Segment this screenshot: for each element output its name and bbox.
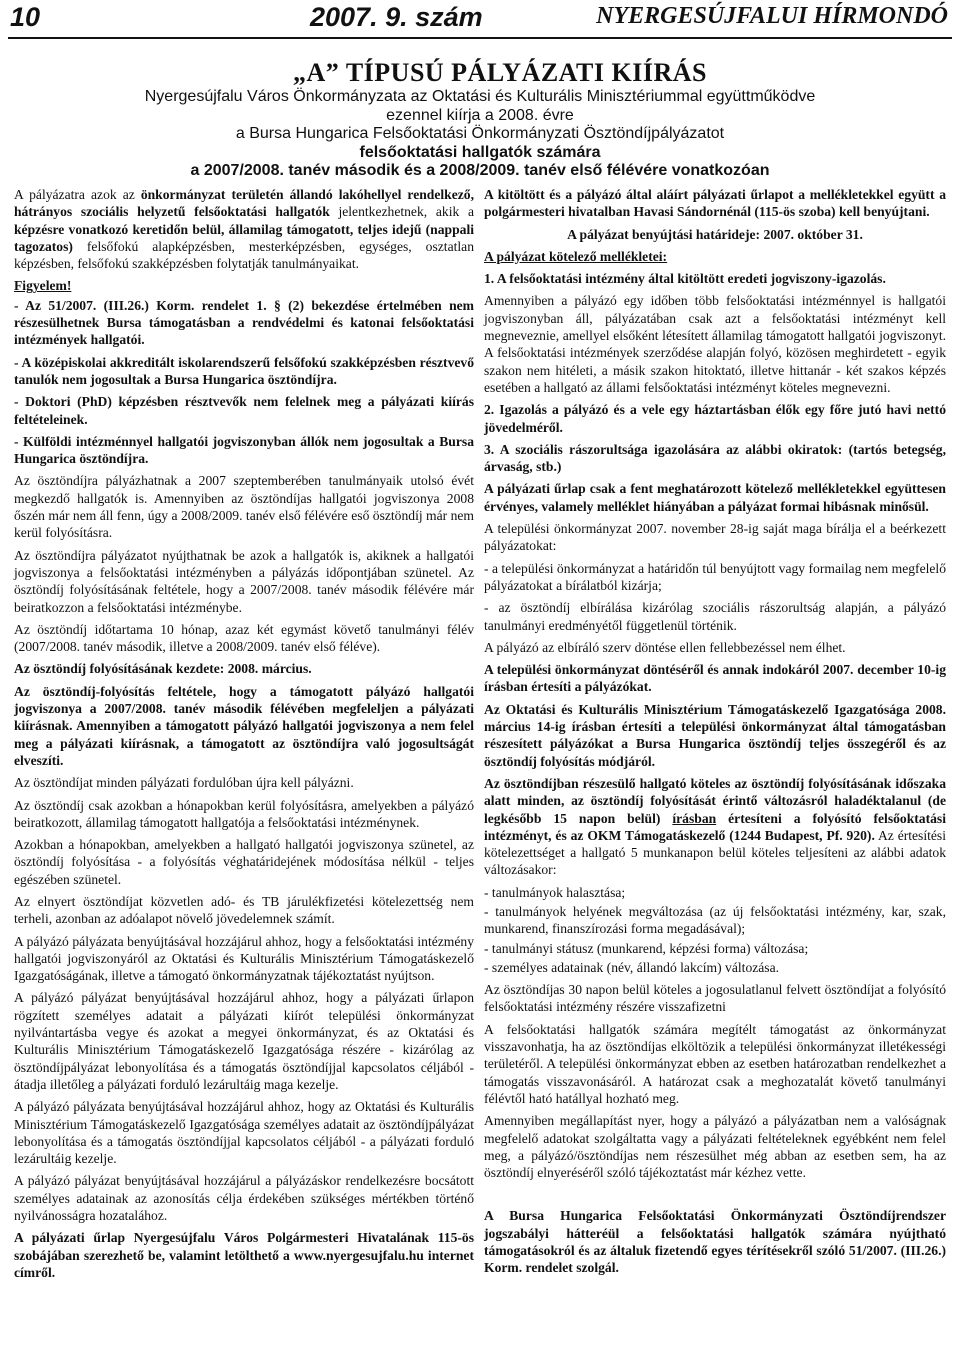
- paragraph: Az Oktatási és Kulturális Minisztérium Támogatáskezelő Igazgatósága 2008. március 14-ig írásban értesíti a települési önkormányzat által támogatásban részesített pályázókat a Bursa Hungarica ösztöndíj teljes összegéről és az ösztöndíj folyósítás módjáról.: [484, 701, 946, 769]
- paragraph: A pályázó pályázata benyújtásával hozzájárul ahhoz, hogy a felsőoktatási intézmény hallgatói jogviszonyáról az Oktatási és Kulturális Minisztérium Támogatáskezelő Igazgatóságának, illetve a támogató önkormányzatnak tájékoztatást nyújtson.: [14, 933, 474, 984]
- list-item: - tanulmányok helyének megváltozása (az új felsőoktatási intézmény, kar, szak, munkarend, finanszírozási forma megadásával);: [484, 903, 946, 937]
- form-availability: A pályázati űrlap Nyergesújfalu Város Polgármesteri Hivatalának 115-ös szobájában szerezhető be, valamint letölthető a www.nyergesujfalu.hu internet címről.: [14, 1230, 474, 1280]
- paragraph: A pályázó pályázat benyújtásával hozzájárul ahhoz, hogy a pályázati űrlapon rögzített személyes adatait a pályázati kiírót települési önkormányzat nyilvántartásba vegye és azokat a megyei önkormányzat, és az Oktatási és Kulturális Minisztérium Támogatáskezelő Igazgatósága részére - kizárólag az ösztöndíjpályázat lebonyolítása és a támogatás ösztöndíjjal kapcsolatos céljából - átadja illetőleg a pályázati forduló lezárultáig maga kezelje.: [14, 990, 474, 1092]
- paragraph: Az ösztöndíjas 30 napon belül köteles a jogosulatlanul felvett ösztöndíjat a folyósító felsőoktatási intézmény részére visszafizetni: [484, 982, 946, 1015]
- list-item: - tanulmányi státusz (munkarend, képzési forma) változása;: [484, 940, 809, 956]
- paragraph: A pályázó pályázata benyújtásával hozzájárul ahhoz, hogy az Oktatási és Kulturális Minisztérium Támogatáskezelő Igazgatósága személyes adatait az ösztöndíjpályázat lebonyolítása és a támogatás ösztöndíjjal kapcsolatos céljából - a pályázati forduló lezárultáig kezelje.: [14, 1099, 474, 1167]
- announcement-heading: [0, 58, 960, 181]
- paragraph: Az ösztöndíj időtartama 10 hónap, azaz két egymást követő tanulmányi félév (2007/2008. tanév második, illetve a 2008/2009. tanév első féléve).: [14, 621, 474, 655]
- paragraph: Az ösztöndíjra pályázhatnak a 2007 szeptemberében tanulmányaik utolsó évét megkezdő hallgatók is. Amennyiben az ösztöndíjas hallgatói jogviszonya 2008 őszén már nem áll fenn, úgy a 2008/2009. tanév első félévére eső ösztöndíj már nem kerül folyósításra.: [14, 473, 474, 541]
- paragraph: [484, 775, 946, 879]
- paragraph: Amennyiben megállapítást nyer, hogy a pályázó a pályázatban nem a valóságnak megfelelő adatokat szolgáltatta vagy a pályázati feltételeknek egyébként nem felel meg, a pályázó/ösztöndíjas nem részesülhet még abban az esetben sem, ha az ösztöndíj elnyeréséről szóló tájékoztatást már kézhez vette.: [484, 1113, 946, 1181]
- title-line-2: ezennel kiírja a 2008. évre: [386, 106, 574, 124]
- title-line-5: a 2007/2008. tanév második és a 2008/2009. tanév első félévére vonatkozóan: [190, 162, 770, 180]
- legal-basis: A Bursa Hungarica Felsőoktatási Önkormányzati Ösztöndíjrendszer jogszabályi hátteréül a felsőoktatási hallgatók számára nyújtható támogatásokról és az általuk fizetendő egyes térítésekről szóló 51/2007. (III.26.) Korm. rendelet szolgál.: [484, 1208, 946, 1276]
- main-title: „A” TÍPUSÚ PÁLYÁZATI KIÍRÁS: [293, 58, 707, 87]
- paragraph: Az elnyert ösztöndíjat közvetlen adó- és TB járulékfizetési kötelezettség nem terheli, azonban az adóalapot növelő jövedelemnek számít.: [14, 893, 474, 927]
- paragraph: Amennyiben a pályázó egy időben több felsőoktatási intézménnyel is hallgatói jogviszonyban áll, pályázatában csak azt a felsőoktatási intézményt kell megneveznie, amellyel elsőként létesített államilag támogatott hallgatói jogviszonyt. A felsőoktatási intézmények szerződése alapján folyó, közösen meghirdetett - egyik szakon nem hitéleti, a másik szakon hitoktató, illetve hittanár - két szakos képzés esetében a hallgató az állami felsőoktatási intézményt köteles megnevezni.: [484, 293, 946, 395]
- attachments-heading: A pályázat kötelező mellékletei:: [484, 248, 668, 264]
- attachment-item: 1. A felsőoktatási intézmény által kitöltött eredeti jogviszony-igazolás.: [484, 271, 886, 287]
- paragraph: A pályázati űrlap csak a fent meghatározott kötelező mellékletekkel együttesen érvényes, valamely melléklet hiányában a pályázat formai hibásnak minősül.: [484, 481, 946, 514]
- right-column: [484, 186, 946, 1282]
- journal-title: NYERGESÚJFALUI HÍRMONDÓ: [596, 3, 948, 29]
- text-run-bold: Az ösztöndíjban részesülő hallgató köteles az ösztöndíj folyósításának időszaka alatt minden, az ösztöndíj folyósítását érintő változásról haladéktalanul (de legkésőbb 15 napon belül): [484, 775, 946, 826]
- attachment-item: 3. A szociális rászorultsága igazolására az alábbi okiratok: (tartós betegség, árvaság, stb.): [484, 441, 946, 475]
- paragraph: A települési önkormányzat döntéséről és annak indokáról 2007. december 10-ig írásban értesíti a pályázókat.: [484, 662, 946, 695]
- paragraph: Azokban a hónapokban, amelyekben a hallgató hallgatói jogviszonya szünetel, az ösztöndíj folyósítása - a folyósítás véghatáridejének módosítása nélkül - teljes egészében szünetel.: [14, 837, 474, 887]
- text-run-bold: értesíteni a folyósító felsőoktatási intézményt, és az OKM Támogatáskezelő (1244 Budapest, Pf. 920).: [484, 810, 946, 843]
- title-line-3: a Bursa Hungarica Felsőoktatási Önkormányzati Ösztöndíjpályázatot: [235, 125, 725, 143]
- page-header: [0, 0, 960, 40]
- title-line-4: felsőoktatási hallgatók számára: [359, 143, 601, 161]
- notice-item: - Az 51/2007. (III.26.) Korm. rendelet 1. § (2) bekezdése értelmében nem részesülhetnek Bursa támogatásban a rendvédelmi és katonai felsőoktatási intézmények hallgatói.: [14, 297, 474, 348]
- notice-item: - A középiskolai akkreditált iskolarendszerű felsőfokú szakképzésben résztvevő tanulók nem jogosultak a Bursa Hungarica ösztöndíjra.: [14, 354, 474, 387]
- text-run-bold: önkormányzat területén állandó lakóhellyel rendelkező, hátrányos szociális helyzetű felsőoktatási hallgatók: [14, 187, 474, 220]
- text-run: jelentkezhetnek, akik a: [329, 204, 475, 220]
- issue-number: 2007. 9. szám: [310, 2, 483, 32]
- paragraph: A pályázó pályázat benyújtásával hozzájárul a pályázáskor rendelkezésre bocsátott személyes adatainak az azonosítás célja érdekében szükséges mértékben történő nyilvánosságra hozatalához.: [14, 1173, 474, 1224]
- notice-item: - Doktori (PhD) képzésben résztvevők nem felelnek meg a pályázati kiírás feltételeinek.: [14, 394, 474, 427]
- paragraph: A kitöltött és a pályázó által aláírt pályázati űrlapot a mellékletekkel együtt a polgármesteri hivatalban Havasi Sándornénál (115-ös szoba) kell benyújtani.: [484, 187, 946, 220]
- deadline: A pályázat benyújtási határideje: 2007. október 31.: [567, 226, 863, 242]
- paragraph: A pályázó az elbíráló szerv döntése ellen fellebbezéssel nem élhet.: [484, 639, 846, 655]
- text-run: felsőfokú alapképzésben, mesterképzésben, egységes, osztatlan képzésben, felsőfokú szakképzésben folytatják tanulmányaikat.: [14, 238, 474, 272]
- text-run-underlined: írásban: [672, 810, 717, 826]
- list-item: - a települési önkormányzat a határidőn túl benyújtott vagy formailag nem megfelelő pályázatokat a bírálatból kizárja;: [484, 560, 946, 593]
- title-line-1: Nyergesújfalu Város Önkormányzata az Oktatási és Kulturális Minisztériummal együttműködve: [144, 88, 816, 105]
- text-run: A pályázatra azok az: [14, 187, 141, 202]
- figyelem-heading: Figyelem!: [14, 278, 72, 294]
- list-item: - az ösztöndíj elbírálása kizárólag szociális rászorultság alapján, a pályázó tanulmányi eredményétől függetlenül történik.: [484, 600, 946, 633]
- attachment-item: 2. Igazolás a pályázó és a vele egy háztartásban élők egy főre jutó havi nettó jövedelméről.: [484, 402, 946, 435]
- page-number: 10: [10, 2, 41, 32]
- notice-item: - Külföldi intézménnyel hallgatói jogviszonyban állók nem jogosultak a Bursa Hungarica ösztöndíjra.: [14, 433, 474, 467]
- paragraph: Az ösztöndíj csak azokban a hónapokban kerül folyósításra, amelyekben a pályázó beiratkozott, államilag támogatott hallgatója a felsőoktatási intézménynek.: [14, 797, 474, 830]
- eligibility-paragraph: [14, 186, 474, 272]
- paragraph: Az ösztöndíj-folyósítás feltétele, hogy a támogatott pályázó hallgatói jogviszonya a 2007/2008. tanév második félévében megfeleljen a pályázati kiírásnak. Amennyiben a támogatott pályázó hallgatói jogviszonya a nem felel meg a pályázati kiírásnak, a támogatott az ösztöndíjra való jogosultságát elveszíti.: [14, 683, 474, 768]
- paragraph: Az ösztöndíj folyósításának kezdete: 2008. március.: [14, 661, 312, 677]
- text-run-bold: képzésre vonatkozó keretidőn belül, államilag támogatott, teljes idejű (nappali tagozatos): [14, 221, 474, 254]
- list-item: - tanulmányok halasztása;: [484, 884, 626, 900]
- paragraph: Az ösztöndíjra pályázatot nyújthatnak be azok a hallgatók is, akiknek a hallgatói jogviszonya a felsőoktatási intézményben a pályázás időpontjában szünetel. Az ösztöndíj folyósításának feltétele, hogy a 2007/2008. tanév második félévére már beiratkozzon a felsőoktatási intézménybe.: [14, 547, 474, 615]
- left-column: [14, 186, 474, 1286]
- paragraph: A települési önkormányzat 2007. november 28-ig saját maga bírálja el a beérkezett pályázatokat:: [484, 521, 946, 554]
- paragraph: A felsőoktatási hallgatók számára megítélt támogatást az önkormányzat visszavonhatja, ha az ösztöndíjas elköltözik a települési önkormányzat illetékességi területéről. A települési önkormányzat ebben az esetben határozatban rendelkezhet a támogatás visszavonásáról. A határozat csak a meghozatalát követő tanulmányi félévtől ható hatállyal hozható meg.: [484, 1021, 946, 1106]
- header-rule: [8, 37, 952, 39]
- paragraph: Az ösztöndíjat minden pályázati fordulóban újra kell pályázni.: [14, 775, 354, 791]
- list-item: - személyes adatainak (név, állandó lakcím) változása.: [484, 959, 780, 975]
- text-run: Az értesítési kötelezettséget a hallgató 5 munkanapon belül köteles teljesíteni az alábbi adatok változásakor:: [484, 827, 947, 878]
